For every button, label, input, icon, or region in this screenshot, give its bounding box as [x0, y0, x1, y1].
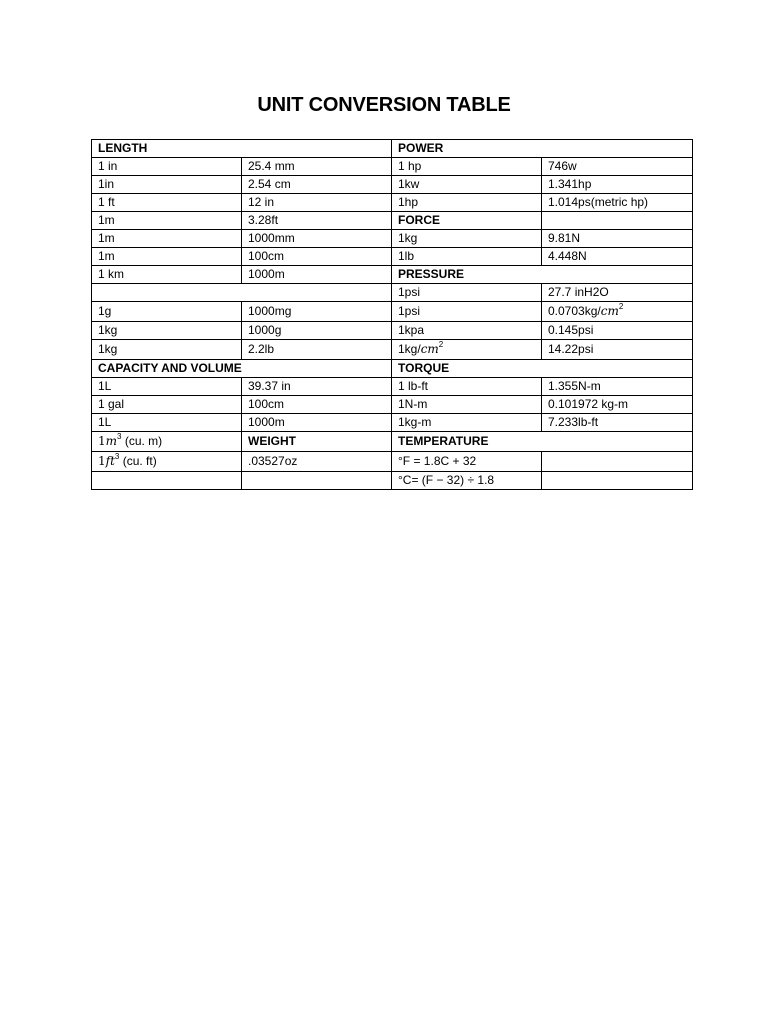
table-cell: 1000g [242, 322, 392, 340]
superscript: 3 [117, 432, 122, 441]
math-unit: m [105, 434, 118, 448]
table-row [92, 414, 693, 432]
table-row [92, 378, 693, 396]
table-cell: 1lb [392, 248, 542, 266]
table-cell: 1kg [92, 322, 242, 340]
table-row [92, 212, 693, 230]
table-cell: 39.37 in [242, 378, 392, 396]
math-unit: cm [420, 342, 439, 356]
table-cell: 1m [92, 230, 242, 248]
page-title: UNIT CONVERSION TABLE [257, 94, 511, 116]
table-cell: 1 hp [392, 158, 542, 176]
table-cell [542, 302, 693, 322]
table-cell: 27.7 inH2O [542, 284, 693, 302]
table-row [92, 176, 693, 194]
table-cell: 1g [92, 302, 242, 322]
superscript: 3 [114, 452, 120, 461]
table-row [92, 396, 693, 414]
table-cell: 2.54 cm [242, 176, 392, 194]
unit-conversion-table [91, 139, 693, 490]
section-header-torque: TORQUE [392, 360, 693, 378]
superscript: 2 [438, 340, 444, 349]
section-header-pressure: PRESSURE [392, 266, 693, 284]
math-number: 1 [98, 434, 106, 448]
section-header-power: POWER [392, 140, 693, 158]
table-cell: 25.4 mm [242, 158, 392, 176]
table-cell: 1L [92, 378, 242, 396]
math-unit: ft [105, 454, 115, 468]
table-cell [542, 212, 693, 230]
table-cell: 1000mg [242, 302, 392, 322]
cell-text: (cu. m) [121, 434, 163, 448]
table-cell: 0.101972 kg-m [542, 396, 693, 414]
table-row [92, 452, 693, 472]
table-cell: 1psi [392, 302, 542, 322]
table-cell: 1.355N-m [542, 378, 693, 396]
section-header-temperature: TEMPERATURE [392, 432, 693, 452]
table-row [92, 158, 693, 176]
table-cell [92, 472, 242, 490]
table-cell [92, 452, 242, 472]
table-cell: 1m [92, 248, 242, 266]
table-cell [392, 340, 542, 360]
table-cell: 1hp [392, 194, 542, 212]
table-cell: °F = 1.8C + 32 [392, 452, 542, 472]
math-unit: cm [600, 304, 619, 318]
table-cell: 1in [92, 176, 242, 194]
table-cell: 746w [542, 158, 693, 176]
section-header-force: FORCE [392, 212, 542, 230]
table-cell [92, 284, 392, 302]
table-cell [242, 472, 392, 490]
table-cell: 1kg [392, 230, 542, 248]
table-row [92, 340, 693, 360]
cell-text: (cu. ft) [119, 454, 157, 468]
table-row [92, 248, 693, 266]
table-cell: 1kpa [392, 322, 542, 340]
table-cell: 12 in [242, 194, 392, 212]
table-cell: 14.22psi [542, 340, 693, 360]
table-row [92, 432, 693, 452]
table-cell: 3.28ft [242, 212, 392, 230]
table-row [92, 266, 693, 284]
table-cell: 1.341hp [542, 176, 693, 194]
table-cell [92, 432, 242, 452]
table-cell: 7.233lb-ft [542, 414, 693, 432]
table-cell: 0.145psi [542, 322, 693, 340]
table-cell [542, 452, 693, 472]
table-cell: 1N-m [392, 396, 542, 414]
table-cell [542, 472, 693, 490]
table-cell: 9.81N [542, 230, 693, 248]
table-cell: 100cm [242, 248, 392, 266]
table-cell: 1L [92, 414, 242, 432]
math-number: 1 [98, 454, 106, 468]
table-row [92, 360, 693, 378]
table-cell: 100cm [242, 396, 392, 414]
table-cell: 1000m [242, 414, 392, 432]
table-row [92, 302, 693, 322]
table-cell: °C= (F − 32) ÷ 1.8 [392, 472, 542, 490]
table-row [92, 194, 693, 212]
table-cell: 1kg-m [392, 414, 542, 432]
table-row [92, 284, 693, 302]
table-cell: 1 lb-ft [392, 378, 542, 396]
table-cell: 1 in [92, 158, 242, 176]
table-cell: 1000m [242, 266, 392, 284]
table-cell: 4.448N [542, 248, 693, 266]
table-row [92, 322, 693, 340]
table-cell: 1000mm [242, 230, 392, 248]
table-cell: 1psi [392, 284, 542, 302]
table-cell: 1kw [392, 176, 542, 194]
superscript: 2 [618, 302, 624, 311]
section-header-weight: WEIGHT [242, 432, 392, 452]
table-cell: 1 ft [92, 194, 242, 212]
table-cell: .03527oz [242, 452, 392, 472]
cell-text: 1kg/ [398, 342, 421, 356]
table-row [92, 140, 693, 158]
table-cell: 1m [92, 212, 242, 230]
table-cell: 1kg [92, 340, 242, 360]
table-cell: 1 km [92, 266, 242, 284]
section-header-capacity-volume: CAPACITY AND VOLUME [92, 360, 392, 378]
section-header-length: LENGTH [92, 140, 392, 158]
table-row [92, 472, 693, 490]
cell-text: 0.0703kg/ [548, 304, 601, 318]
table-row [92, 230, 693, 248]
table-cell: 1 gal [92, 396, 242, 414]
table-cell: 2.2lb [242, 340, 392, 360]
table-cell: 1.014ps(metric hp) [542, 194, 693, 212]
